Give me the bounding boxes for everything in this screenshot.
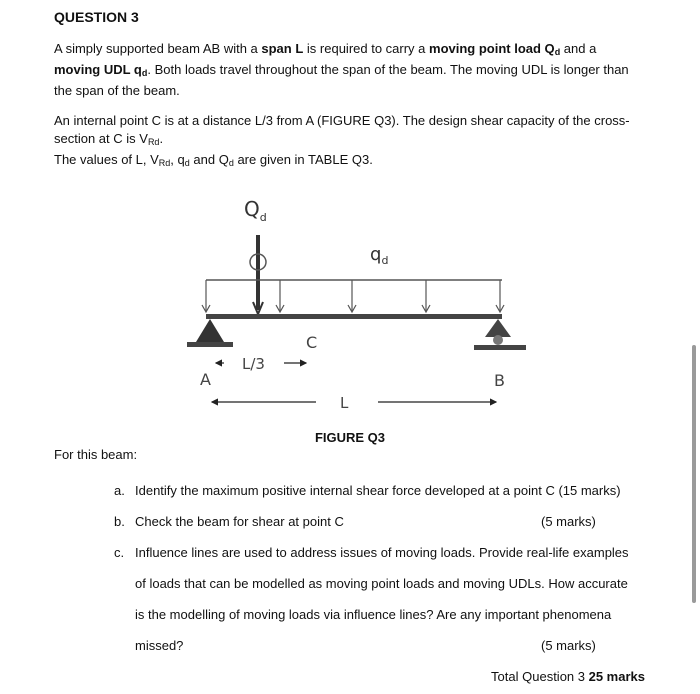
beam-figure bbox=[160, 190, 540, 430]
item-a-text: Identify the maximum positive internal shear force developed at a point C (15 marks) bbox=[135, 483, 621, 498]
item-b-text: Check the beam for shear at point C bbox=[135, 514, 344, 529]
l3-label: L/3 bbox=[242, 355, 265, 373]
item-c-marks: (5 marks) bbox=[541, 638, 596, 653]
beam bbox=[206, 314, 502, 319]
udl-label: $q_d$ bbox=[370, 244, 389, 267]
point-load-label: $Q_d$ bbox=[244, 197, 267, 224]
point-b-label: B bbox=[494, 371, 505, 390]
p2-line2: The values of L, $V_{Rd}$, $q_d$ and $Q_d$ are given in TABLE Q3. bbox=[54, 152, 373, 168]
intro-paragraph bbox=[54, 40, 634, 100]
item-c-line2: of loads that can be modelled as moving point loads and moving UDLs. How accurate bbox=[135, 576, 628, 591]
item-c-letter: c. bbox=[114, 545, 125, 560]
point-a-label: A bbox=[200, 370, 211, 389]
item-a-letter: a. bbox=[114, 483, 125, 498]
item-b-marks: (5 marks) bbox=[541, 514, 596, 529]
p1-text-g: . Both loads travel throughout the span of the beam. The moving UDL is longer than the span of the beam. bbox=[54, 62, 629, 98]
udl-arrows bbox=[202, 280, 504, 312]
scrollbar[interactable] bbox=[692, 345, 696, 603]
p1-span-l: span L bbox=[261, 41, 304, 56]
p1-text-e: and a bbox=[560, 41, 597, 56]
roller-support-b bbox=[485, 319, 511, 337]
item-b-letter: b. bbox=[114, 514, 125, 529]
p1-text-a: A simply supported beam AB with a bbox=[54, 41, 262, 56]
item-c-line3: is the modelling of moving loads via influence lines? Are any important phenomena bbox=[135, 607, 612, 622]
figure-caption: FIGURE Q3 bbox=[314, 430, 386, 445]
item-c-line4: missed? bbox=[135, 638, 184, 653]
p1-point-load: moving point load $Q_d$ bbox=[429, 41, 561, 57]
span-l-label: L bbox=[340, 394, 349, 412]
pin-support-a bbox=[196, 319, 224, 342]
for-this-beam-text: For this beam: bbox=[54, 447, 138, 462]
p2-line1: An internal point C is at a distance L/3 from A (FIGURE Q3). The design shear capacity of the cross-section at C is $V_{Rd}$. bbox=[54, 113, 630, 147]
question-title: QUESTION 3 bbox=[54, 9, 139, 25]
p1-moving-udl: moving UDL $q_d$ bbox=[54, 62, 148, 78]
total-marks: Total Question 3 25 marks bbox=[491, 669, 645, 684]
item-c-line1: Influence lines are used to address issues of moving loads. Provide real-life examples bbox=[135, 545, 629, 560]
point-c-label: C bbox=[306, 333, 318, 352]
point-c-paragraph bbox=[54, 112, 634, 172]
p1-text-c: is required to carry a bbox=[303, 41, 430, 56]
